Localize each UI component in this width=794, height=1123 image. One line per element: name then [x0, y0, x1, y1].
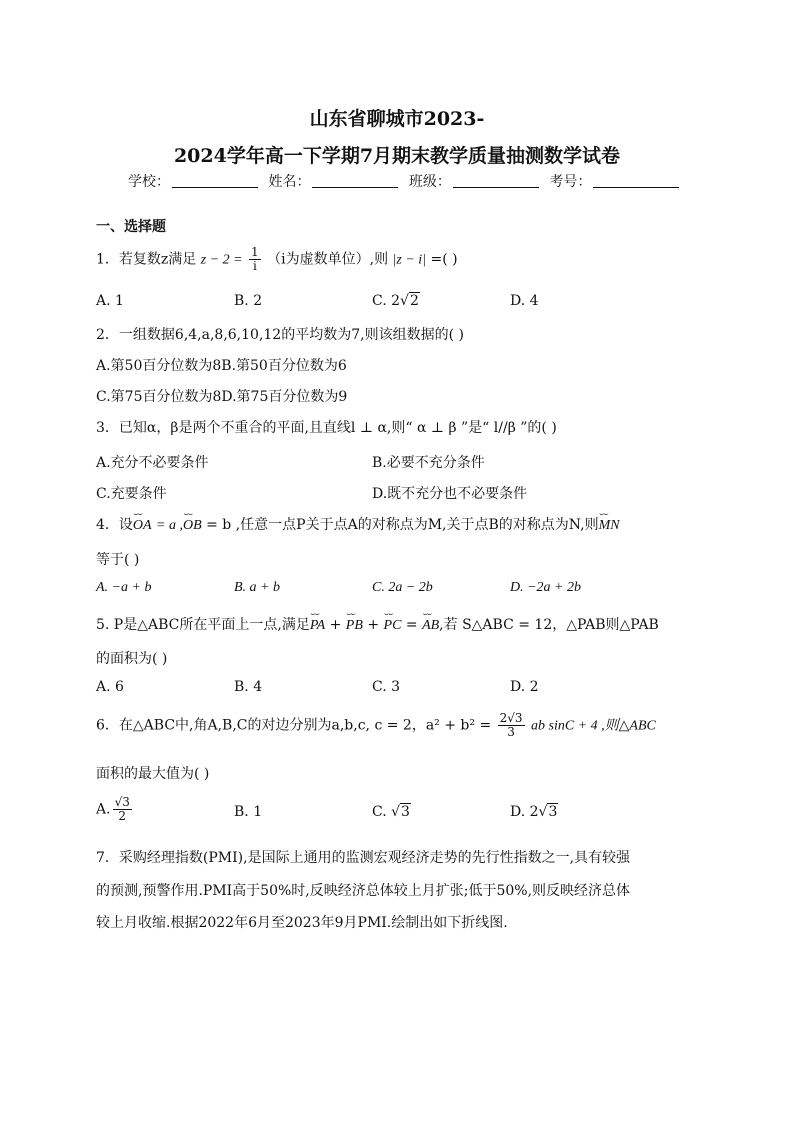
class-blank[interactable]: [453, 187, 539, 188]
q4-vector-mn: ⌣⌣ MN: [599, 518, 620, 534]
q5-text-2: ,若 S△ABC = 12，△PAB则△PAB: [439, 617, 659, 633]
q6-option-d[interactable]: D. 2√3: [510, 804, 558, 820]
q4-vector-oa: ⌣⌣ OA: [133, 518, 152, 534]
q6-text: 6．在△ABC中,角A,B,C的对边分别为a,b,c, c = 2，a² + b² =: [96, 717, 492, 734]
q6-option-b[interactable]: B. 1: [234, 804, 263, 820]
q1-tail: =( ): [430, 251, 458, 268]
q2-options-ab[interactable]: A.第50百分位数为8B.第50百分位数为6: [96, 358, 347, 374]
q5-vector-pc: ⌣⌣ PC: [384, 618, 402, 634]
q3-option-b[interactable]: B.必要不充分条件: [372, 455, 485, 471]
class-label: 班级：: [408, 174, 451, 190]
q4-eq1: = a ,: [156, 518, 183, 533]
q5-option-b[interactable]: B. 4: [234, 679, 263, 695]
q1-option-a[interactable]: A. 1: [96, 293, 124, 309]
q1-text: 1．若复数z满足: [96, 251, 197, 268]
school-label: 学校：: [128, 174, 170, 190]
question-6-stem: [96, 712, 656, 739]
question-7-line-1: 7．采购经理指数(PMI),是国际上通用的监测宏观经济走势的先行性指数之一,具有较强: [96, 850, 631, 866]
question-3-stem: 3．已知α，β是两个不重合的平面,且直线l ⊥ α,则“ α ⊥ β ”是“ l//β ”的( ): [96, 420, 557, 436]
exam-no-label: 考号：: [549, 174, 592, 190]
q1-frac-den: i: [252, 259, 257, 273]
q4-stem-2: 等于( ): [96, 552, 140, 568]
name-label: 姓名：: [268, 174, 311, 190]
q5-plus-1: +: [325, 617, 346, 633]
q5-vector-ab: ⌣⌣ AB: [422, 618, 439, 634]
question-2-stem: 2．一组数据6,4,a,8,6,10,12的平均数为7,则该组数据的( ): [96, 327, 464, 343]
q6-a-den: 2: [118, 809, 127, 823]
q5-text: 5. P是△ABC所在平面上一点,满足: [96, 617, 310, 633]
q4-option-a[interactable]: A. −a + b: [96, 580, 152, 595]
q1-fraction: [249, 246, 261, 273]
q3-option-a[interactable]: A.充分不必要条件: [96, 455, 209, 471]
q1-c-sqrt: 2: [409, 293, 419, 309]
q1-equation: z − 2 =: [200, 252, 243, 268]
q6-a-fraction: [113, 796, 132, 823]
q1-text-2: （i为虚数单位）,则: [267, 251, 389, 268]
name-blank[interactable]: [312, 187, 398, 188]
q4-text: 4．设: [96, 517, 133, 533]
q5-option-d[interactable]: D. 2: [510, 679, 539, 695]
q5-plus-2: +: [362, 617, 384, 633]
q5-equals: =: [401, 617, 423, 633]
q5-stem-2: 的面积为( ): [96, 651, 168, 667]
section-heading: 一、选择题: [96, 219, 166, 235]
q6-frac-den: 3: [507, 725, 515, 739]
q4-option-c[interactable]: C. 2a − 2b: [372, 580, 433, 595]
q6-option-c[interactable]: C. √3: [372, 804, 410, 820]
q2-options-cd[interactable]: C.第75百分位数为8D.第75百分位数为9: [96, 389, 348, 405]
q6-stem-2: 面积的最大值为( ): [96, 766, 210, 782]
q1-option-b[interactable]: B. 2: [234, 293, 263, 309]
question-5-stem: [96, 614, 659, 634]
q6-a-num: √3: [114, 795, 130, 809]
title-line-2: 2024学年高一下学期7月期末教学质量抽测数学试卷: [173, 145, 621, 167]
question-4-stem: [96, 514, 620, 534]
q5-vector-pb: ⌣⌣ PB: [346, 618, 363, 634]
q1-abs: |z − i|: [392, 252, 427, 268]
q5-vector-pa: ⌣⌣ PA: [310, 618, 325, 634]
q6-c-label: C.: [372, 804, 387, 820]
q4-option-d[interactable]: D. −2a + 2b: [510, 580, 582, 595]
q1-frac-num: 1: [251, 245, 259, 259]
q4-vector-ob: ⌣⌣ OB: [183, 518, 202, 534]
q6-d-sqrt: 3: [548, 804, 558, 820]
exam-no-blank[interactable]: [593, 187, 679, 188]
question-7-line-3: 较上月收缩.根据2022年6月至2023年9月PMI.绘制出如下折线图.: [96, 915, 508, 931]
question-1-stem: [96, 246, 458, 273]
q1-option-d[interactable]: D. 4: [510, 293, 539, 309]
student-info-row: [128, 171, 685, 191]
q1-option-c[interactable]: C. 2√2: [372, 293, 419, 309]
school-blank[interactable]: [172, 187, 258, 188]
q6-fraction: [498, 712, 525, 739]
q3-option-d[interactable]: D.既不充分也不必要条件: [372, 486, 528, 502]
q6-option-a[interactable]: [96, 796, 134, 823]
q6-a-label: A.: [96, 801, 111, 818]
q5-option-a[interactable]: A. 6: [96, 679, 124, 695]
q1-c-text: C. 2: [372, 293, 401, 309]
q6-d-label: D. 2: [510, 804, 539, 820]
q6-c-sqrt: 3: [401, 804, 410, 820]
title-line-1: 山东省聊城市2023-: [309, 108, 485, 130]
q4-option-b[interactable]: B. a + b: [234, 580, 280, 595]
q4-text-2: = b ,任意一点P关于点A的对称点为M,关于点B的对称点为N,则: [206, 517, 599, 533]
question-7-line-2: 的预测,预警作用.PMI高于50%时,反映经济总体较上月扩张;低于50%,则反映经济总体: [96, 883, 631, 899]
q6-frac-num: 2√3: [499, 711, 523, 725]
q3-option-c[interactable]: C.充要条件: [96, 486, 167, 502]
q6-text-2: ab sinC + 4 ,则△ABC: [531, 718, 656, 734]
q5-option-c[interactable]: C. 3: [372, 679, 401, 695]
